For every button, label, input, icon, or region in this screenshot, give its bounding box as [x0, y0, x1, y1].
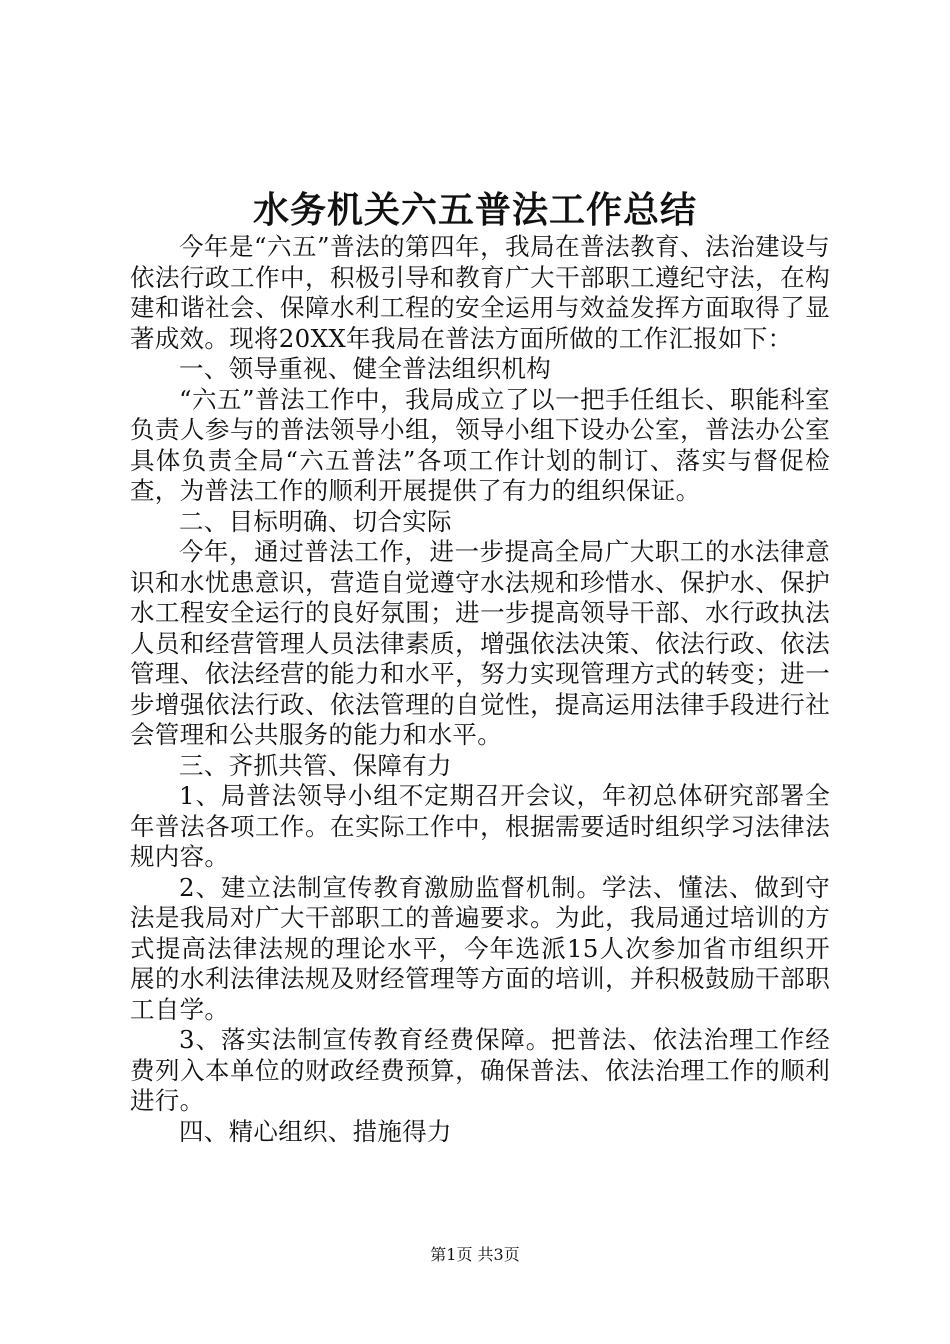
section-heading-1: 一、领导重视、健全普法组织机构 [179, 354, 551, 383]
section-heading-3: 三、齐抓共管、保障有力 [179, 750, 452, 780]
document-body [130, 232, 830, 1147]
page-footer: 第1页 共3页 [430, 1245, 520, 1264]
document-title: 水务机关六五普法工作总结 [252, 189, 697, 231]
section-heading-2: 二、目标明确、切合实际 [179, 506, 452, 536]
paragraph-intro: 今年是“六五”普法的第四年，我局在普法教育、法治建设与依法行政工作中，积极引导和教育广大干部职工遵纪守法，在构建和谐社会、保障水利工程的安全运用与效益发挥方面取得了显著成效。现将20XX年我局在普法方面所做的工作汇报如下： [130, 232, 830, 353]
paragraph-item-1: 1、局普法领导小组不定期召开会议，年初总体研究部署全年普法各项工作。在实际工作中，根据需要适时组织学习法律法规内容。 [130, 781, 830, 871]
section-heading-4: 四、精心组织、措施得力 [179, 1116, 452, 1146]
paragraph-section-2: 今年，通过普法工作，进一步提高全局广大职工的水法律意识和水忧患意识，营造自觉遵守水法规和珍惜水、保护水、保护水工程安全运行的良好氛围；进一步提高领导干部、水行政执法人员和经营管理人员法律素质，增强依法决策、依法行政、依法管理、依法经营的能力和水平，努力实现管理方式的转变；进一步增强依法行政、依法管理的自觉性，提高运用法律手段进行社会管理和公共服务的能力和水平。 [130, 537, 830, 749]
paragraph-section-1: “六五”普法工作中，我局成立了以一把手任组长、职能科室负责人参与的普法领导小组，领导小组下设办公室，普法办公室具体负责全局“六五普法”各项工作计划的制订、落实与督促检查，为普法工作的顺利开展提供了有力的组织保证。 [130, 384, 830, 505]
paragraph-item-3: 3、落实法制宣传教育经费保障。把普法、依法治理工作经费列入本单位的财政经费预算，确保普法、依法治理工作的顺利进行。 [130, 1025, 830, 1115]
paragraph-item-2: 2、建立法制宣传教育激励监督机制。学法、懂法、做到守法是我局对广大干部职工的普遍要求。为此，我局通过培训的方式提高法律法规的理论水平，今年选派15人次参加省市组织开展的水利法律法规及财经管理等方面的培训，并积极鼓励干部职工自学。 [130, 872, 830, 1024]
